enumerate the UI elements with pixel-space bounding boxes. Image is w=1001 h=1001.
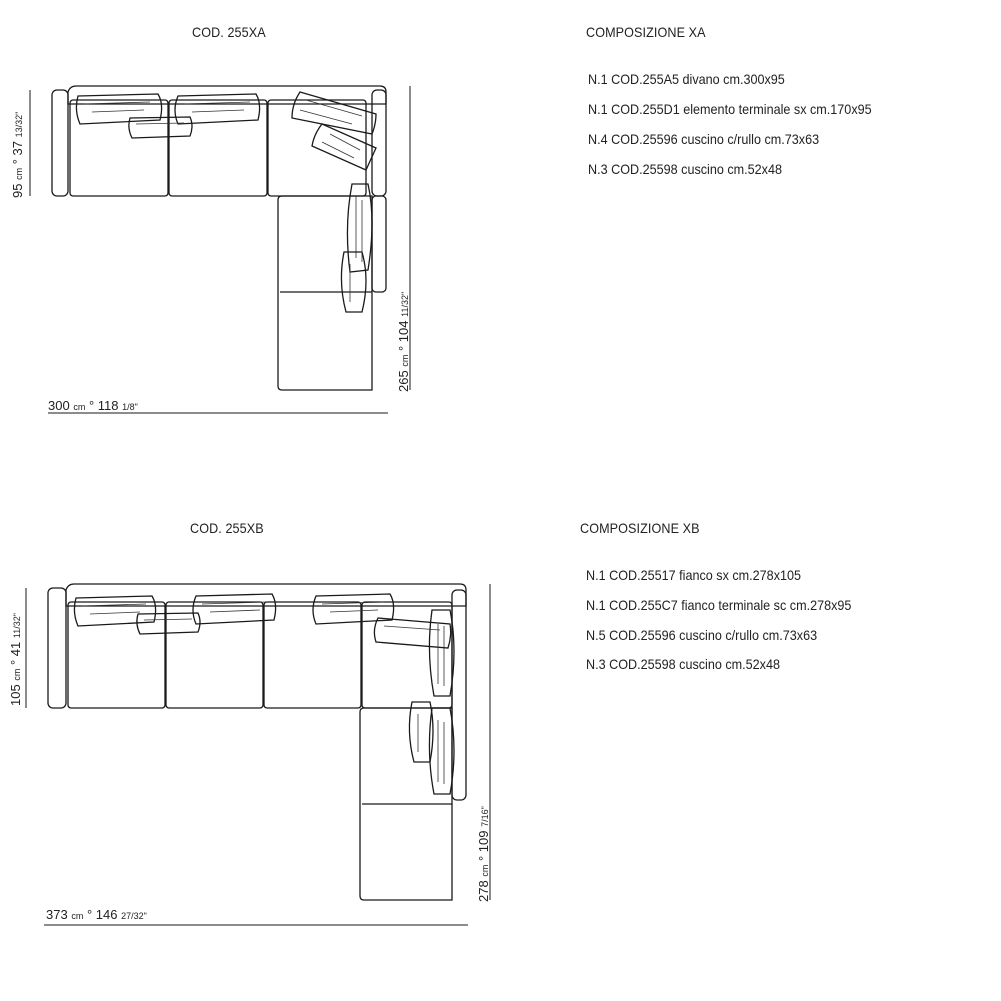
xa-item-2: N.1 COD.255D1 elemento terminale sx cm.170x95	[588, 101, 872, 117]
xa-length-label: 265 cm ° 104 11/32"	[396, 291, 411, 392]
xa-seat-1	[70, 100, 168, 196]
xa-composition-title: COMPOSIZIONE XA	[586, 24, 706, 40]
xa-item-3: N.4 COD.25596 cuscino c/rullo cm.73x63	[588, 131, 820, 147]
xb-cushion-1	[74, 596, 155, 626]
xa-item-1: N.1 COD.255A5 divano cm.300x95	[588, 71, 785, 87]
xb-item-4: N.3 COD.25598 cuscino cm.52x48	[586, 656, 781, 672]
xb-pillow-2	[374, 618, 450, 648]
xa-item-4: N.3 COD.25598 cuscino cm.52x48	[588, 161, 783, 177]
xb-seat-1	[68, 602, 165, 708]
xb-item-3: N.5 COD.25596 cuscino c/rullo cm.73x63	[586, 627, 818, 643]
xb-length-label: 278 cm ° 109 7/16"	[476, 806, 491, 902]
xb-seat-4	[362, 602, 452, 708]
sofa-xa-plan	[30, 86, 410, 413]
xb-item-2: N.1 COD.255C7 fianco terminale sc cm.278x95	[586, 597, 852, 613]
xb-left-arm	[48, 588, 66, 708]
xb-width-label: 373 cm ° 146 27/32"	[46, 907, 147, 922]
xb-composition-title: COMPOSIZIONE XB	[580, 520, 700, 536]
xa-right-back	[372, 90, 386, 196]
xa-chaise	[278, 196, 372, 390]
xa-cushion-1	[76, 94, 161, 124]
xa-cushion-3	[292, 92, 376, 134]
xa-depth-label: 95 cm ° 37 13/32"	[10, 111, 25, 198]
xb-code-title: COD. 255XB	[190, 520, 264, 536]
xb-item-1: N.1 COD.25517 fianco sx cm.278x105	[586, 567, 802, 583]
xa-chaise-back	[372, 196, 386, 292]
xa-left-arm	[52, 90, 68, 196]
xb-cushion-3	[313, 594, 394, 624]
xa-cushion-4	[347, 184, 372, 272]
xa-seat-2	[169, 100, 267, 196]
xb-pillow-1	[137, 613, 200, 634]
xa-code-title: COD. 255XA	[192, 24, 266, 40]
sofa-xb-plan	[26, 584, 490, 925]
xb-right-back	[452, 590, 466, 800]
xa-cushion-2	[175, 94, 260, 124]
xb-depth-label: 105 cm ° 41 11/32"	[8, 613, 23, 706]
xb-seat-3	[264, 602, 361, 708]
xa-width-label: 300 cm ° 118 1/8"	[48, 398, 138, 413]
xb-seat-2	[166, 602, 263, 708]
